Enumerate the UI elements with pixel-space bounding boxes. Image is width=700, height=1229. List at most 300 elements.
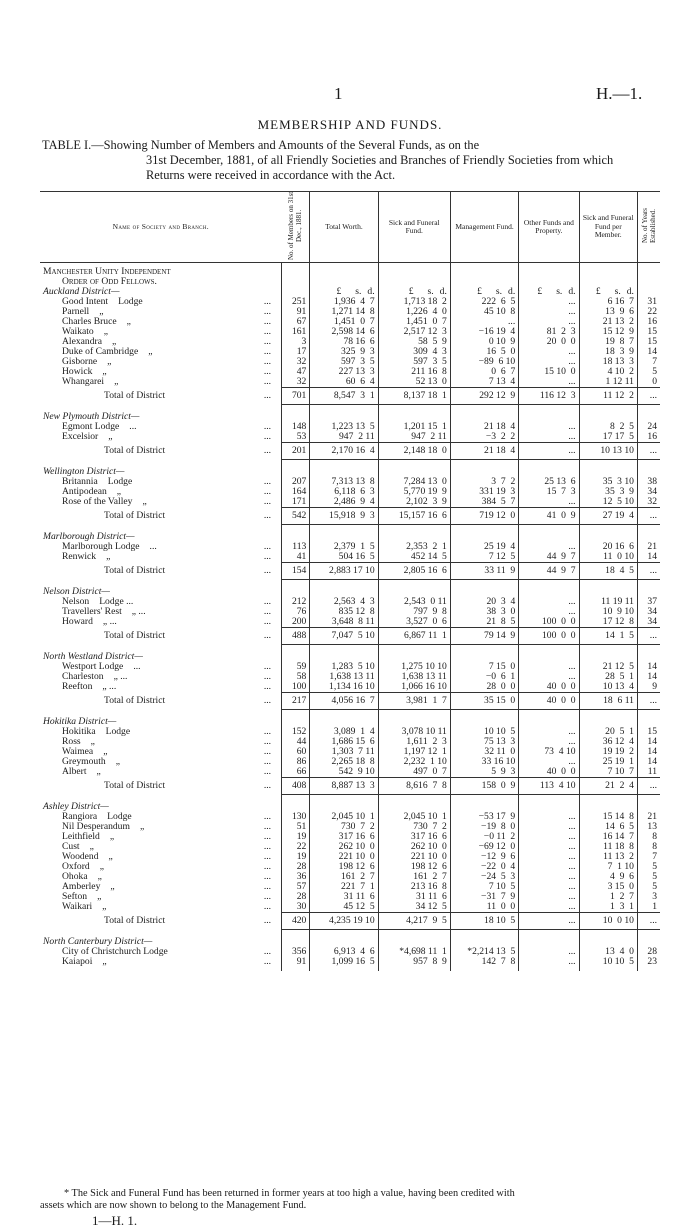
management-fund-cell: 384 5 7 (450, 497, 518, 508)
years-cell: 21 (637, 812, 660, 822)
other-funds-cell: ... (519, 892, 579, 902)
branch-name-cell (40, 902, 254, 913)
other-funds-cell: ... (519, 812, 579, 822)
management-fund-cell: 7 13 4 (450, 377, 518, 388)
other-funds-cell: 25 13 6 (519, 477, 579, 487)
management-fund-cell: 3 7 2 (450, 477, 518, 487)
members-cell: 488 (282, 628, 310, 645)
other-funds-cell: ... (519, 842, 579, 852)
branch-suffix: „ (90, 736, 95, 747)
other-funds-cell: ... (519, 822, 579, 832)
per-member-cell: 13 4 0 (579, 947, 637, 957)
other-funds-cell: ... (519, 882, 579, 892)
branch-suffix: ... (133, 661, 141, 672)
years-cell: 15 (637, 327, 660, 337)
spacer-cell (579, 645, 637, 653)
total-worth-cell: 597 3 5 (310, 357, 378, 367)
per-member-cell: 18 13 3 (579, 357, 637, 367)
per-member-cell: 19 19 2 (579, 747, 637, 757)
per-member-cell: 35 3 10 (579, 477, 637, 487)
management-fund-cell: 20 3 4 (450, 597, 518, 607)
members-cell: 212 (282, 597, 310, 607)
total-worth-cell: 325 9 3 (310, 347, 378, 357)
members-cell: 22 (282, 842, 310, 852)
leader-dots: ... (263, 390, 272, 401)
other-funds-cell: ... (519, 672, 579, 682)
total-worth-cell: 835 12 8 (310, 607, 378, 617)
branch-row (40, 552, 660, 563)
sick-fund-cell: 1,638 13 11 (378, 672, 450, 682)
spacer-cell (254, 967, 282, 971)
spacer-cell (450, 967, 518, 971)
spacer-cell (637, 967, 660, 971)
management-fund-cell: 21 8 5 (450, 617, 518, 628)
sick-fund-cell: 31 11 6 (378, 892, 450, 902)
spacer-cell (310, 710, 378, 718)
branch-name: Albert (62, 766, 87, 778)
management-fund-cell: 158 0 9 (450, 778, 518, 795)
spacer-cell (579, 580, 637, 588)
members-cell: 86 (282, 757, 310, 767)
unit-pounds: £ (537, 286, 543, 297)
total-worth-cell: 78 16 6 (310, 337, 378, 347)
management-fund-cell: 79 14 9 (450, 628, 518, 645)
members-cell: 17 (282, 347, 310, 357)
spacer-cell (282, 967, 310, 971)
spacer-cell (378, 930, 450, 938)
empty-cell (282, 277, 310, 287)
total-worth-cell: 1,271 14 8 (310, 307, 378, 317)
branch-row (40, 497, 660, 508)
unit-pounds: £ (477, 286, 482, 297)
management-fund-cell: 35 15 0 (450, 693, 518, 710)
branch-name: Alexandra (62, 336, 102, 347)
per-member-cell: 7 10 7 (579, 767, 637, 778)
per-member-cell: 8 2 5 (579, 422, 637, 432)
district-total-row (40, 563, 660, 580)
management-fund-cell: ... (450, 317, 518, 327)
district-total-row (40, 913, 660, 930)
sick-fund-cell: 2,045 10 1 (378, 812, 450, 822)
per-member-cell: 25 19 1 (579, 757, 637, 767)
total-worth-cell: 730 7 2 (310, 822, 378, 832)
society-heading-row (40, 277, 660, 287)
members-cell: 41 (282, 552, 310, 563)
spacer-cell (310, 930, 378, 938)
spacer-cell (519, 580, 579, 588)
years-cell: 16 (637, 317, 660, 327)
leader-dots: ... (263, 726, 272, 737)
branch-suffix: „ (99, 306, 104, 317)
per-member-cell: 10 10 5 (579, 957, 637, 967)
branch-name: Ohoka (62, 871, 88, 882)
leader-dots: ... (263, 356, 272, 367)
management-fund-cell: −12 9 6 (450, 852, 518, 862)
branch-suffix: Lodge ... (99, 596, 134, 607)
table-caption (42, 138, 662, 183)
leader-dots: ... (263, 695, 272, 706)
per-member-cell: 10 0 10 (579, 913, 637, 930)
total-worth-cell: 4,056 16 7 (310, 693, 378, 710)
spacer-row (40, 967, 660, 971)
leader-dots: ... (263, 841, 272, 852)
sick-fund-cell: 797 9 8 (378, 607, 450, 617)
per-member-cell: 11 13 2 (579, 852, 637, 862)
branch-suffix: Lodge (105, 726, 131, 737)
management-fund-cell: −53 17 9 (450, 812, 518, 822)
sick-fund-cell: 6,867 11 1 (378, 628, 450, 645)
branch-suffix: „ (109, 831, 115, 842)
total-worth-cell: 198 12 6 (310, 862, 378, 872)
other-funds-cell: ... (519, 347, 579, 357)
per-member-cell: 3 15 0 (579, 882, 637, 892)
sick-fund-cell: 8,616 7 8 (378, 778, 450, 795)
unit-pence: d. (626, 286, 634, 297)
branch-row (40, 682, 660, 693)
sick-fund-cell: 2,543 0 11 (378, 597, 450, 607)
sick-fund-cell: 1,066 16 10 (378, 682, 450, 693)
leader-dots: ... (263, 661, 272, 672)
branch-name: Antipodean (62, 486, 107, 497)
leader-dots: ... (263, 746, 272, 757)
branch-name: Charleston (62, 671, 104, 682)
membership-table (40, 191, 660, 971)
sick-fund-cell: 309 4 3 (378, 347, 450, 357)
col-header-name: Name of Society and Branch. (40, 192, 282, 263)
management-fund-cell: −16 19 4 (450, 327, 518, 337)
management-fund-cell: 222 6 5 (450, 297, 518, 307)
per-member-cell: 11 18 8 (579, 842, 637, 852)
branch-name: Sefton (62, 891, 88, 902)
unit-shillings: s. (614, 286, 621, 297)
other-funds-cell: ... (519, 542, 579, 552)
total-label: Total of District (104, 390, 166, 401)
management-fund-cell: −24 5 3 (450, 872, 518, 882)
management-fund-cell: *2,214 13 5 (450, 947, 518, 957)
per-member-cell: 28 5 1 (579, 672, 637, 682)
years-cell: ... (637, 508, 660, 525)
spacer-row (40, 460, 660, 468)
per-member-cell: 15 12 9 (579, 327, 637, 337)
total-label: Total of District (104, 780, 166, 791)
total-worth-cell: 947 2 11 (310, 432, 378, 443)
years-cell: 14 (637, 737, 660, 747)
spacer-cell (378, 405, 450, 413)
per-member-cell: 18 4 5 (579, 563, 637, 580)
per-member-cell: 18 3 9 (579, 347, 637, 357)
members-cell: 201 (282, 443, 310, 460)
leader-dots: ... (263, 871, 272, 882)
branch-suffix: „ ... (113, 671, 128, 682)
members-cell: 59 (282, 662, 310, 672)
branch-suffix: „ (89, 841, 94, 852)
leader-dots: ... (263, 946, 272, 957)
branch-suffix: ... (149, 541, 157, 552)
branch-name: Cust (62, 841, 80, 852)
members-cell: 113 (282, 542, 310, 552)
per-member-cell: 11 19 11 (579, 597, 637, 607)
unit-shillings: s. (427, 286, 434, 297)
per-member-cell: 1 3 1 (579, 902, 637, 913)
total-worth-cell: 2,170 16 4 (310, 443, 378, 460)
management-fund-cell: 32 11 0 (450, 747, 518, 757)
branch-name: Waimea (62, 746, 94, 757)
other-funds-cell: 100 0 0 (519, 628, 579, 645)
members-cell: 217 (282, 693, 310, 710)
years-cell: ... (637, 388, 660, 405)
total-worth-cell: 1,638 13 11 (310, 672, 378, 682)
branch-suffix: „ (96, 766, 101, 778)
members-cell: 154 (282, 563, 310, 580)
spacer-cell (450, 405, 518, 413)
members-cell: 28 (282, 862, 310, 872)
total-worth-cell: 8,887 13 3 (310, 778, 378, 795)
leader-dots: ... (263, 445, 272, 456)
col-header-total-worth: Total Worth. (310, 192, 378, 263)
years-cell: 22 (637, 307, 660, 317)
branch-name-cell (40, 682, 254, 693)
spacer-cell (519, 930, 579, 938)
sick-fund-cell: 3,078 10 11 (378, 727, 450, 737)
management-fund-cell: −22 0 4 (450, 862, 518, 872)
other-funds-cell: 40 0 0 (519, 767, 579, 778)
spacer-cell (254, 580, 282, 588)
members-cell: 152 (282, 727, 310, 737)
management-fund-cell: 33 16 10 (450, 757, 518, 767)
branch-suffix: „ (115, 756, 120, 767)
management-fund-cell: −19 8 0 (450, 822, 518, 832)
spacer-cell (282, 795, 310, 803)
management-fund-cell: 7 12 5 (450, 552, 518, 563)
years-cell: 38 (637, 477, 660, 487)
management-fund-cell: 331 19 3 (450, 487, 518, 497)
branch-name: Howard (62, 616, 93, 628)
other-funds-cell: 40 0 0 (519, 682, 579, 693)
branch-name: Reefton (62, 681, 93, 693)
per-member-cell: 4 9 6 (579, 872, 637, 882)
leader-dots: ... (263, 541, 272, 552)
years-cell: 14 (637, 347, 660, 357)
management-fund-cell: 18 10 5 (450, 913, 518, 930)
branch-suffix: „ (108, 431, 113, 443)
spacer-cell (254, 405, 282, 413)
total-worth-cell: 2,883 17 10 (310, 563, 378, 580)
sick-fund-cell: *4,698 11 1 (378, 947, 450, 957)
district-total-row (40, 388, 660, 405)
spacer-cell (637, 460, 660, 468)
members-cell: 28 (282, 892, 310, 902)
branch-name: Whangarei (62, 376, 105, 388)
total-label: Total of District (104, 565, 166, 576)
members-cell: 164 (282, 487, 310, 497)
branch-name: Waikari (62, 901, 93, 913)
society-heading: Manchester Unity Independent (43, 266, 171, 277)
years-cell: 31 (637, 297, 660, 307)
per-member-cell: 21 2 4 (579, 778, 637, 795)
spacer-cell (579, 710, 637, 718)
leader-dots: ... (263, 811, 272, 822)
management-fund-cell: 719 12 0 (450, 508, 518, 525)
district-name: North Canterbury District— (43, 936, 153, 947)
sick-fund-cell: 3,527 0 6 (378, 617, 450, 628)
spacer-cell (519, 460, 579, 468)
col-header-years (637, 192, 660, 263)
management-fund-cell: 75 13 3 (450, 737, 518, 747)
branch-name-cell (40, 497, 254, 508)
col-header-management: Management Fund. (450, 192, 518, 263)
branch-name: Excelsior (62, 431, 99, 443)
sick-fund-cell: 452 14 5 (378, 552, 450, 563)
branch-suffix: „ (99, 861, 104, 872)
other-funds-cell: ... (519, 297, 579, 307)
years-cell: 23 (637, 957, 660, 967)
management-fund-cell: 28 0 0 (450, 682, 518, 693)
other-funds-cell: 73 4 10 (519, 747, 579, 757)
district-name: Ashley District— (43, 801, 109, 812)
spacer-cell (378, 645, 450, 653)
leader-dots: ... (263, 881, 272, 892)
spacer-cell (310, 580, 378, 588)
years-cell: ... (637, 563, 660, 580)
per-member-cell: 20 5 1 (579, 727, 637, 737)
leader-dots: ... (263, 596, 272, 607)
other-funds-cell: 116 12 3 (519, 388, 579, 405)
per-member-cell: 27 19 4 (579, 508, 637, 525)
district-name: Nelson District— (43, 586, 110, 597)
branch-row (40, 767, 660, 778)
per-member-cell: 7 1 10 (579, 862, 637, 872)
per-member-cell: 10 13 4 (579, 682, 637, 693)
total-worth-cell: 60 6 4 (310, 377, 378, 388)
empty-cell (310, 267, 378, 277)
members-cell: 148 (282, 422, 310, 432)
sick-fund-cell: 211 16 8 (378, 367, 450, 377)
spacer-cell (254, 795, 282, 803)
members-cell: 161 (282, 327, 310, 337)
district-name: Wellington District— (43, 466, 125, 477)
page-reference: H.—1. (596, 84, 643, 103)
col-header-sick: Sick and Funeral Fund. (378, 192, 450, 263)
leader-dots: ... (263, 346, 272, 357)
branch-suffix: „ (116, 486, 122, 497)
branch-name: Parnell (62, 306, 90, 317)
branch-suffix: „ (126, 316, 131, 327)
sick-fund-cell: 5,770 19 9 (378, 487, 450, 497)
leader-dots: ... (263, 510, 272, 521)
spacer-cell (519, 525, 579, 533)
unit-shillings: s. (495, 286, 503, 297)
branch-suffix: „ (103, 326, 108, 337)
page-title: MEMBERSHIP AND FUNDS. (257, 117, 443, 132)
management-fund-cell: 11 0 0 (450, 902, 518, 913)
leader-dots: ... (263, 476, 272, 487)
spacer-cell (282, 580, 310, 588)
district-total-row (40, 443, 660, 460)
spacer-cell (450, 580, 518, 588)
sick-fund-cell: 497 0 7 (378, 767, 450, 778)
total-label: Total of District (104, 510, 166, 521)
district-name: North Westland District— (43, 651, 143, 662)
leader-dots: ... (263, 565, 272, 576)
years-cell: ... (637, 778, 660, 795)
years-cell: ... (637, 443, 660, 460)
other-funds-cell: ... (519, 377, 579, 388)
spacer-cell (282, 645, 310, 653)
sick-fund-cell: 2,517 12 3 (378, 327, 450, 337)
other-funds-cell: ... (519, 902, 579, 913)
other-funds-cell: 100 0 0 (519, 617, 579, 628)
spacer-cell (310, 795, 378, 803)
members-cell: 542 (282, 508, 310, 525)
total-worth-cell: 3,648 8 11 (310, 617, 378, 628)
branch-suffix: „ (103, 746, 108, 757)
branch-name: Charles Bruce (62, 316, 117, 327)
per-member-cell: 4 10 2 (579, 367, 637, 377)
leader-dots: ... (263, 671, 272, 682)
sick-fund-cell: 317 16 6 (378, 832, 450, 842)
other-funds-cell: 44 9 7 (519, 563, 579, 580)
total-worth-cell: 2,486 9 4 (310, 497, 378, 508)
years-cell: 3 (637, 892, 660, 902)
per-member-cell: 17 12 8 (579, 617, 637, 628)
management-fund-cell: 21 18 4 (450, 422, 518, 432)
sick-fund-cell: 2,805 16 6 (378, 563, 450, 580)
leader-dots: ... (263, 831, 272, 842)
sick-fund-cell: 15,157 16 6 (378, 508, 450, 525)
sick-fund-cell: 161 2 7 (378, 872, 450, 882)
years-cell: 5 (637, 882, 660, 892)
years-header-text: No. of Years Established. (640, 208, 657, 244)
spacer-cell (282, 930, 310, 938)
spacer-cell (378, 967, 450, 971)
footnote-line-1: * The Sick and Funeral Fund has been returned in former years at too high a value, having been credited with (64, 1188, 515, 1199)
years-cell: 14 (637, 747, 660, 757)
branch-suffix: „ (106, 551, 111, 563)
branch-name: Ross (62, 736, 81, 747)
total-worth-cell: 1,099 16 5 (310, 957, 378, 967)
years-cell: 28 (637, 947, 660, 957)
per-member-cell: 13 9 6 (579, 307, 637, 317)
management-fund-cell: 142 7 8 (450, 957, 518, 967)
leader-dots: ... (263, 756, 272, 767)
management-fund-cell: 45 10 8 (450, 307, 518, 317)
branch-suffix: Lodge (107, 476, 133, 487)
years-cell: 14 (637, 757, 660, 767)
total-worth-cell: 2,265 18 8 (310, 757, 378, 767)
other-funds-cell: 20 0 0 (519, 337, 579, 347)
total-worth-cell: 2,598 14 6 (310, 327, 378, 337)
members-cell: 408 (282, 778, 310, 795)
total-label: Total of District (104, 915, 166, 926)
other-funds-cell: ... (519, 497, 579, 508)
branch-name: Nil Desperandum (62, 821, 130, 832)
years-cell: 21 (637, 542, 660, 552)
management-fund-cell: 0 10 9 (450, 337, 518, 347)
leader-dots: ... (263, 496, 272, 508)
years-cell: 37 (637, 597, 660, 607)
spacer-cell (40, 967, 254, 971)
branch-name: Greymouth (62, 756, 106, 767)
members-cell: 66 (282, 767, 310, 778)
other-funds-cell: 41 0 9 (519, 508, 579, 525)
total-worth-cell: 2,045 10 1 (310, 812, 378, 822)
branch-suffix: „ (114, 376, 119, 388)
total-worth-cell: 31 11 6 (310, 892, 378, 902)
district-total-row (40, 628, 660, 645)
branch-suffix: „ (110, 881, 115, 892)
sick-fund-cell: 262 10 0 (378, 842, 450, 852)
spacer-cell (450, 525, 518, 533)
